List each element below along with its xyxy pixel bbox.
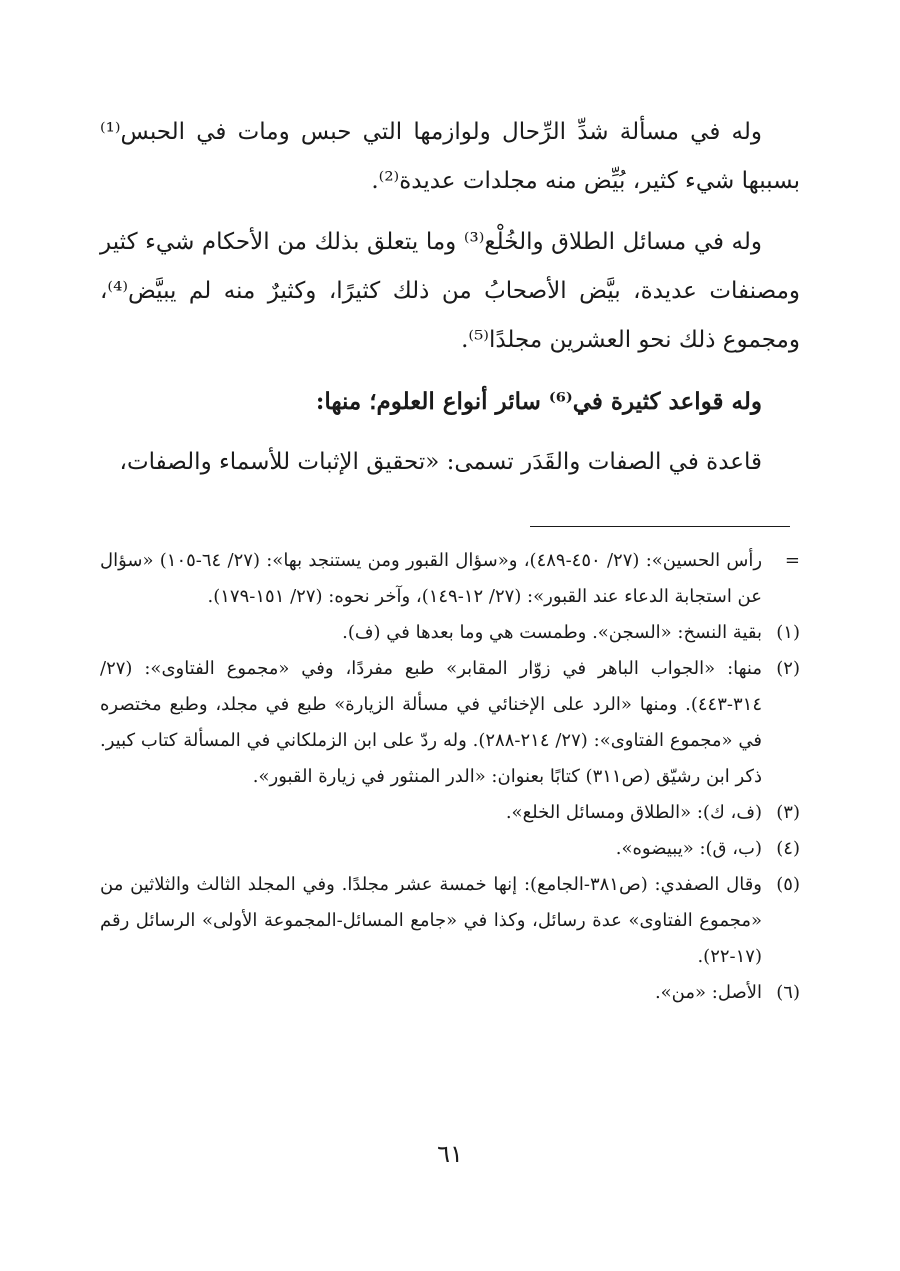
footnote [100,543,800,615]
footnote-marker: (١) [776,622,800,643]
footnote-marker: (٥) [776,874,800,895]
footnote-marker: (٢) [776,658,800,679]
footnote-separator [530,526,790,527]
footnote [100,831,800,867]
main-paragraph: قاعدة في الصفات والقَدَر تسمى: «تحقيق الإثبات للأسماء والصفات، [119,449,762,475]
footnote-text: رأس الحسين»: (٢٧/ ٤٥٠-٤٨٩)، و«سؤال القبور ومن يستنجد بها»: (٢٧/ ٦٤-١٠٥) «سؤال عن استجابة الدعاء عند القبور»: (٢٧/ ١٢-١٤٩)، وآخر نحوه: (٢٧/ ١٥١-١٧٩). [100,550,763,607]
footnote [100,615,800,651]
footnote-marker: (٣) [776,802,800,823]
main-text [100,108,800,487]
footnote-text: (ف، ك): «الطلاق ومسائل الخلع». [505,802,762,823]
footnote-text: الأصل: «من». [654,982,762,1003]
footnote-marker: (٦) [776,982,800,1003]
footnote [100,651,800,795]
footnote-text: بقية النسخ: «السجن». وطمست هي وما بعدها في (ف). [342,622,762,643]
footnote [100,975,800,1011]
footnote-marker: = [784,550,800,571]
footnote [100,867,800,975]
page-number: ٦١ [437,1140,463,1168]
footnote-text: وقال الصفدي: (ص٣٨١-الجامع): إنها خمسة عشر مجلدًا. وفي المجلد الثالث والثلاثين من «مجموع الفتاوى» عدة رسائل، وكذا في «جامع المسائل-المجموعة الأولى» الرسائل رقم (١٧-٢٢). [100,874,762,967]
main-paragraph: وله في مسائل الطلاق والخُلْع⁽³⁾ وما يتعلق بذلك من الأحكام شيء كثير ومصنفات عديدة، بيَّض الأصحابُ من ذلك كثيرًا، وكثيرٌ منه لم يبيَّض⁽⁴⁾، ومجموع ذلك نحو العشرين مجلدًا⁽⁵⁾. [100,229,800,353]
footnote-marker: (٤) [776,838,800,859]
footnote [100,795,800,831]
footnote-text: منها: «الجواب الباهر في زوّار المقابر» طبع مفردًا، وفي «مجموع الفتاوى»: (٢٧/ ٣١٤-٤٤٣). ومنها «الرد على الإخنائي في مسألة الزيارة» طبع في مجلد، وطبع مختصره في «مجموع الفتاوى»: (٢٧/ ٢١٤-٢٨٨). وله ردّ على ابن الزملكاني في المسألة كتاب كبير. ذكر ابن رشيّق (ص٣١١) كتابًا بعنوان: «الدر المنثور في زيارة القبور». [100,658,762,787]
main-paragraph: وله في مسألة شدِّ الرِّحال ولوازمها التي حبس ومات في الحبس⁽¹⁾ بسببها شيء كثير، بُيِّض منه مجلدات عديدة⁽²⁾. [100,119,800,194]
section-heading: وله قواعد كثيرة في⁽⁶⁾ سائر أنواع العلوم؛ منها: [315,388,762,415]
footnotes [100,543,800,1011]
footnote-text: (ب، ق): «يبيضوه». [615,838,762,859]
